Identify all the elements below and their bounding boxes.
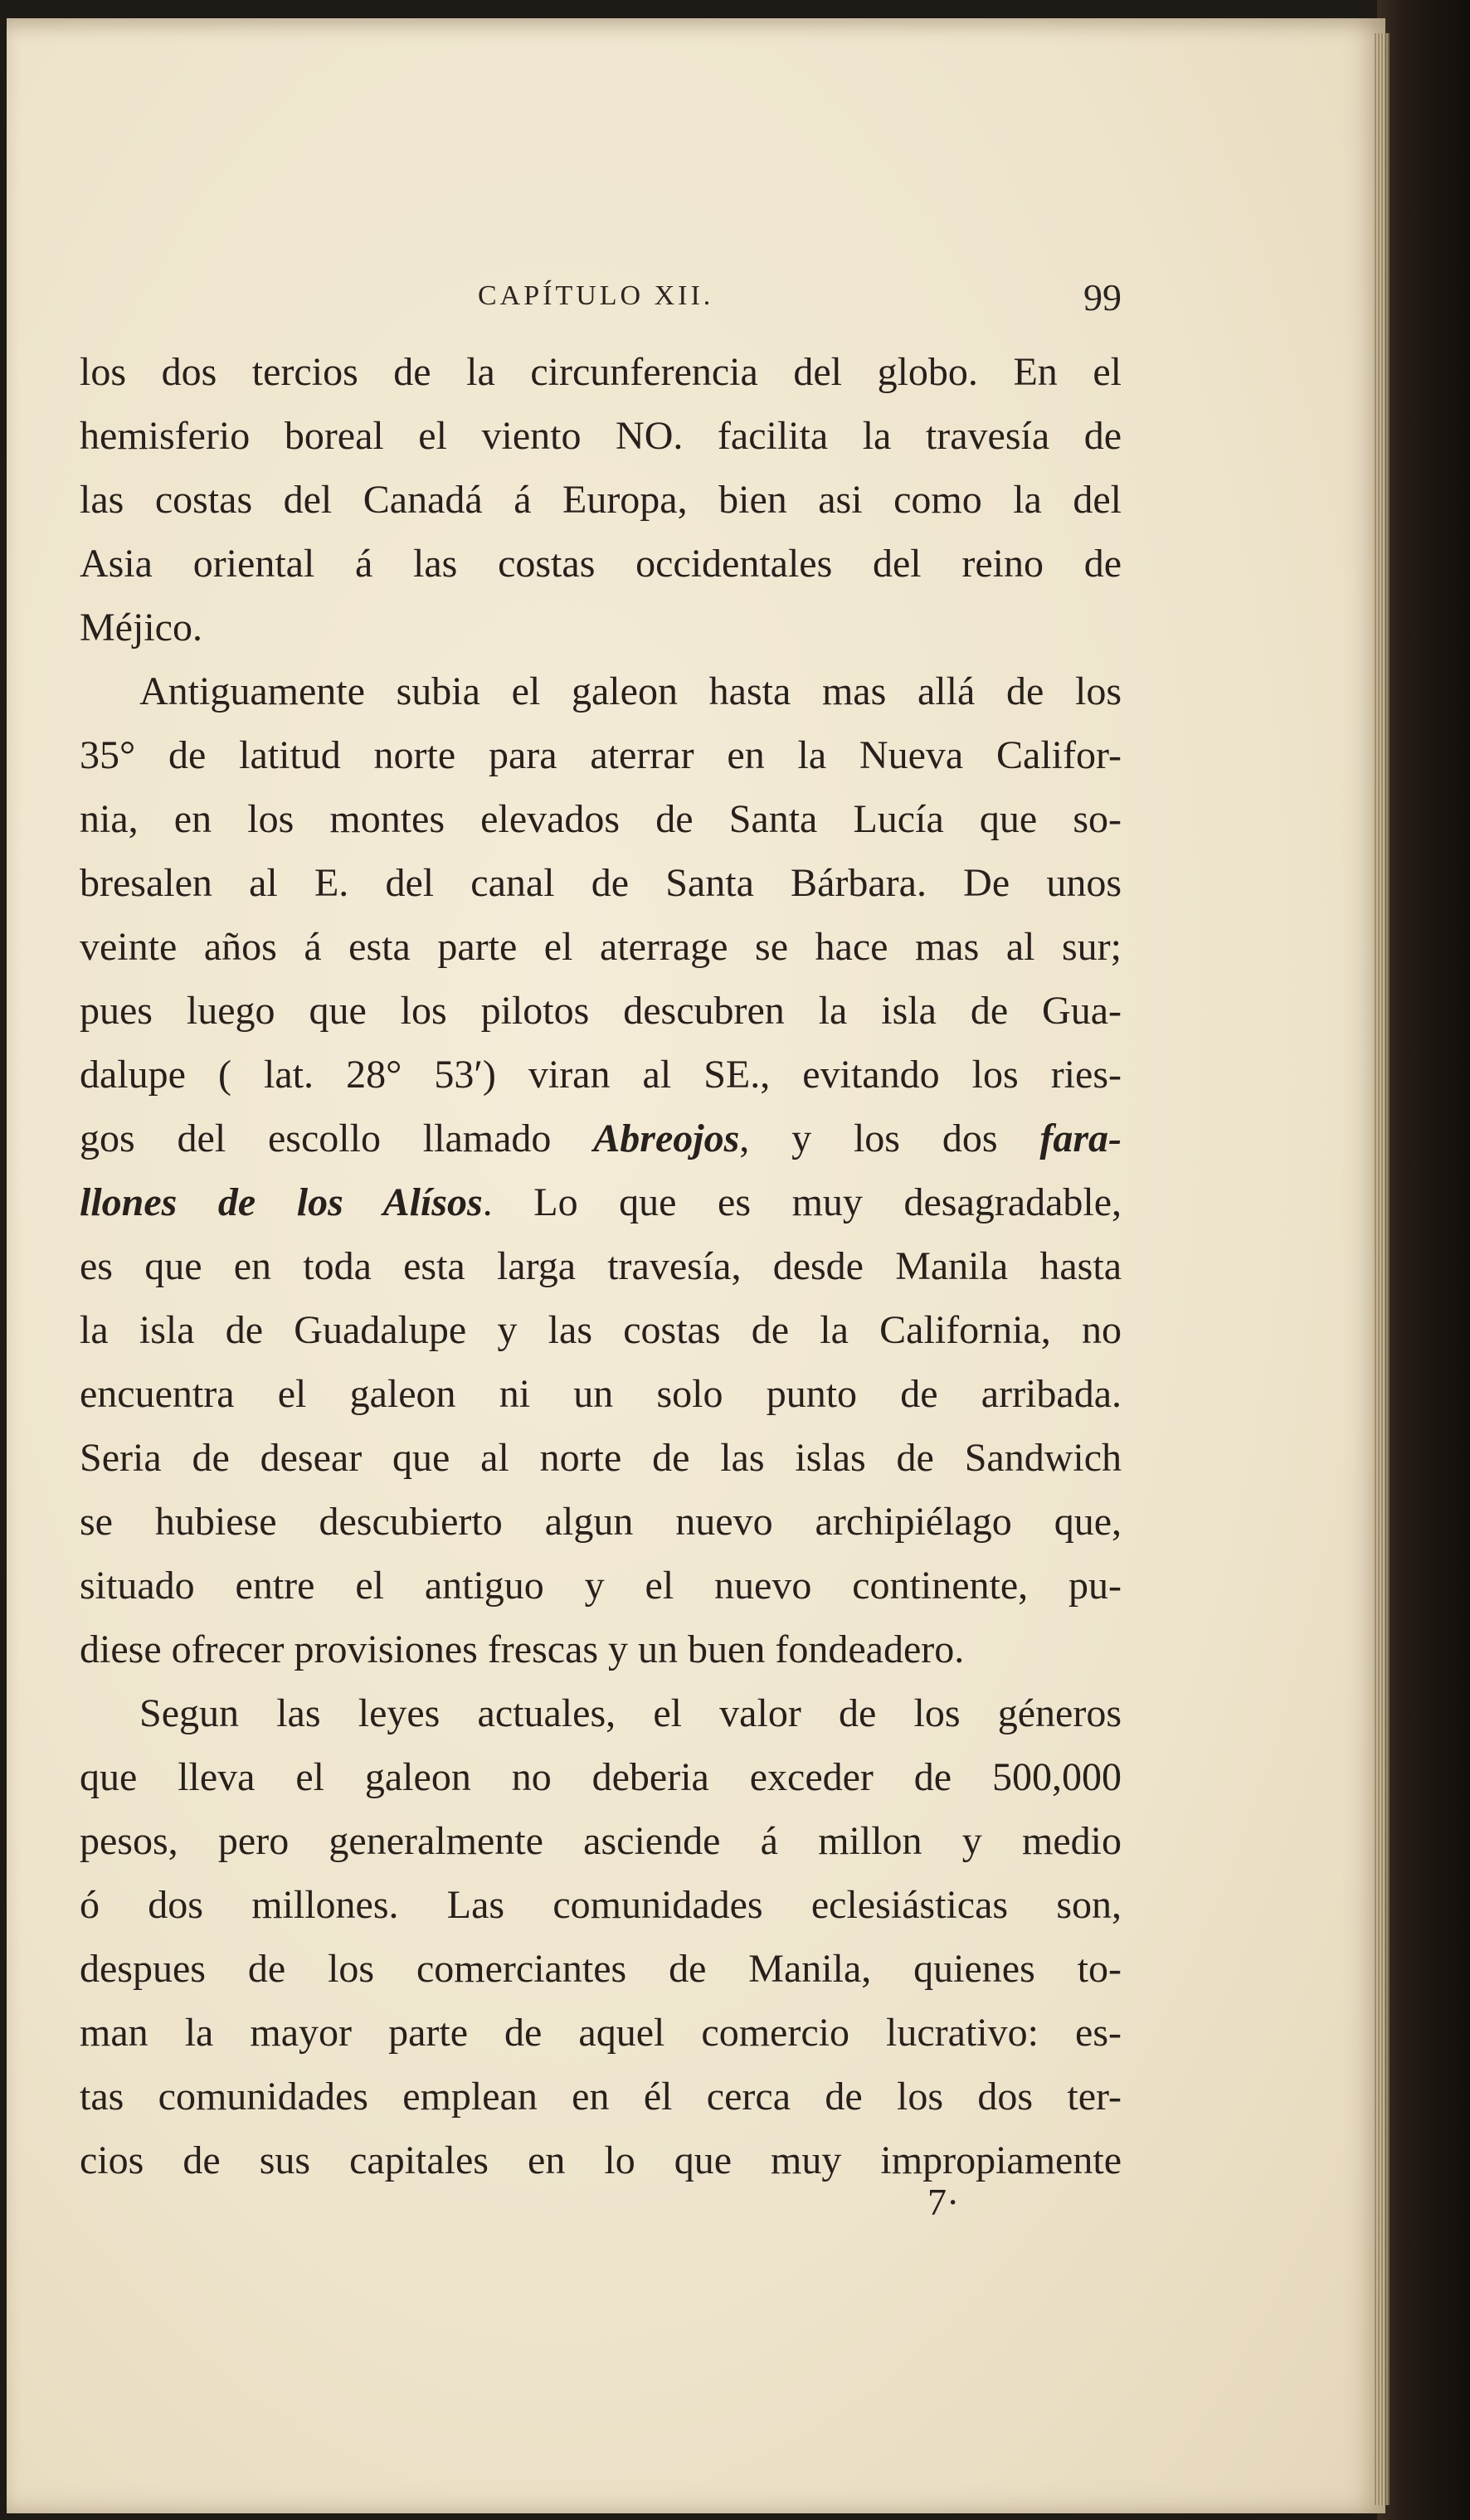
text-line: [80, 2065, 1122, 2128]
text-line: [80, 1426, 1122, 1490]
text-line: [80, 1809, 1122, 1873]
italic-term: fara-: [1039, 1116, 1122, 1160]
running-title: CAPÍTULO XII.: [478, 280, 714, 311]
text-line: [80, 2128, 1122, 2192]
italic-term: Abreojos: [593, 1116, 740, 1160]
text-line: [80, 1170, 1122, 1234]
text-line: [80, 979, 1122, 1043]
text-line: [80, 468, 1122, 532]
text-segment: dalupe ( lat. 28° 53′) viran al SE., evitando los ries-: [80, 1053, 1122, 1097]
text-segment: pues luego que los pilotos descubren la isla de Gua-: [80, 989, 1122, 1033]
text-segment: se hubiese descubierto algun nuevo archipiélago que,: [80, 1500, 1122, 1544]
text-segment: situado entre el antiguo y el nuevo continente, pu-: [80, 1564, 1122, 1608]
text-line: [80, 596, 1122, 659]
text-line: [80, 2001, 1122, 2065]
text-line: [80, 1745, 1122, 1809]
text-line: [80, 340, 1122, 404]
text-line: [80, 1490, 1122, 1554]
text-line: [80, 1618, 1122, 1681]
text-segment: que lleva el galeon no deberia exceder de 500,000: [80, 1755, 1122, 1799]
text-segment: Asia oriental á las costas occidentales del reino de: [80, 542, 1122, 586]
text-line: [80, 1873, 1122, 1937]
text-segment: diese ofrecer provisiones frescas y un buen fondeadero.: [80, 1627, 965, 1671]
text-segment: la isla de Guadalupe y las costas de la California, no: [80, 1308, 1122, 1352]
text-line: [80, 404, 1122, 468]
text-line: [80, 659, 1122, 723]
text-segment: tas comunidades emplean en él cerca de los dos ter-: [80, 2075, 1122, 2119]
text-segment: gos del escollo llamado: [80, 1116, 594, 1160]
text-segment: veinte años á esta parte el aterrage se hace mas al sur;: [80, 925, 1122, 969]
page-edges: [1373, 33, 1390, 2505]
text-segment: los dos tercios de la circunferencia del globo. En el: [80, 350, 1122, 394]
text-segment: Antiguamente subia el galeon hasta mas allá de los: [139, 669, 1122, 713]
text-segment: . Lo que es muy desagradable,: [482, 1180, 1122, 1224]
text-segment: Segun las leyes actuales, el valor de los géneros: [139, 1691, 1122, 1735]
text-segment: pesos, pero generalmente asciende á millon y medio: [80, 1819, 1122, 1863]
page-header: [80, 275, 1122, 325]
text-line: [80, 532, 1122, 596]
text-segment: ó dos millones. Las comunidades eclesiásticas son,: [80, 1883, 1122, 1927]
text-segment: man la mayor parte de aquel comercio lucrativo: es-: [80, 2011, 1122, 2055]
text-line: [80, 1043, 1122, 1107]
text-segment: cios de sus capitales en lo que muy impropiamente: [80, 2138, 1122, 2182]
text-line: [80, 1681, 1122, 1745]
text-line: [80, 1298, 1122, 1362]
text-segment: nia, en los montes elevados de Santa Lucía que so-: [80, 797, 1122, 841]
text-segment: hemisferio boreal el viento NO. facilita la travesía de: [80, 414, 1122, 458]
text-segment: Méjico.: [80, 606, 202, 649]
text-line: [80, 787, 1122, 851]
text-segment: 35° de latitud norte para aterrar en la Nueva Califor-: [80, 733, 1122, 777]
text-line: [80, 723, 1122, 787]
text-segment: las costas del Canadá á Europa, bien asi como la del: [80, 478, 1122, 522]
signature-mark: 7·: [927, 2181, 960, 2223]
text-segment: es que en toda esta larga travesía, desde Manila hasta: [80, 1244, 1122, 1288]
text-segment: Seria de desear que al norte de las islas de Sandwich: [80, 1436, 1122, 1480]
text-segment: , y los dos: [739, 1116, 1040, 1160]
italic-term: llones de los Alísos: [80, 1180, 483, 1224]
text-line: [80, 1362, 1122, 1426]
text-segment: bresalen al E. del canal de Santa Bárbara. De unos: [80, 861, 1122, 905]
text-line: [80, 851, 1122, 915]
text-line: [80, 1554, 1122, 1618]
text-line: [80, 1937, 1122, 2001]
page-number: 99: [1083, 276, 1122, 319]
text-segment: despues de los comerciantes de Manila, quienes to-: [80, 1947, 1122, 1991]
body-text: [80, 340, 1122, 2192]
text-line: [80, 1234, 1122, 1298]
text-segment: encuentra el galeon ni un solo punto de arribada.: [80, 1372, 1122, 1416]
text-line: [80, 1107, 1122, 1170]
book-spine-edge: [1377, 0, 1470, 2520]
text-line: [80, 915, 1122, 979]
